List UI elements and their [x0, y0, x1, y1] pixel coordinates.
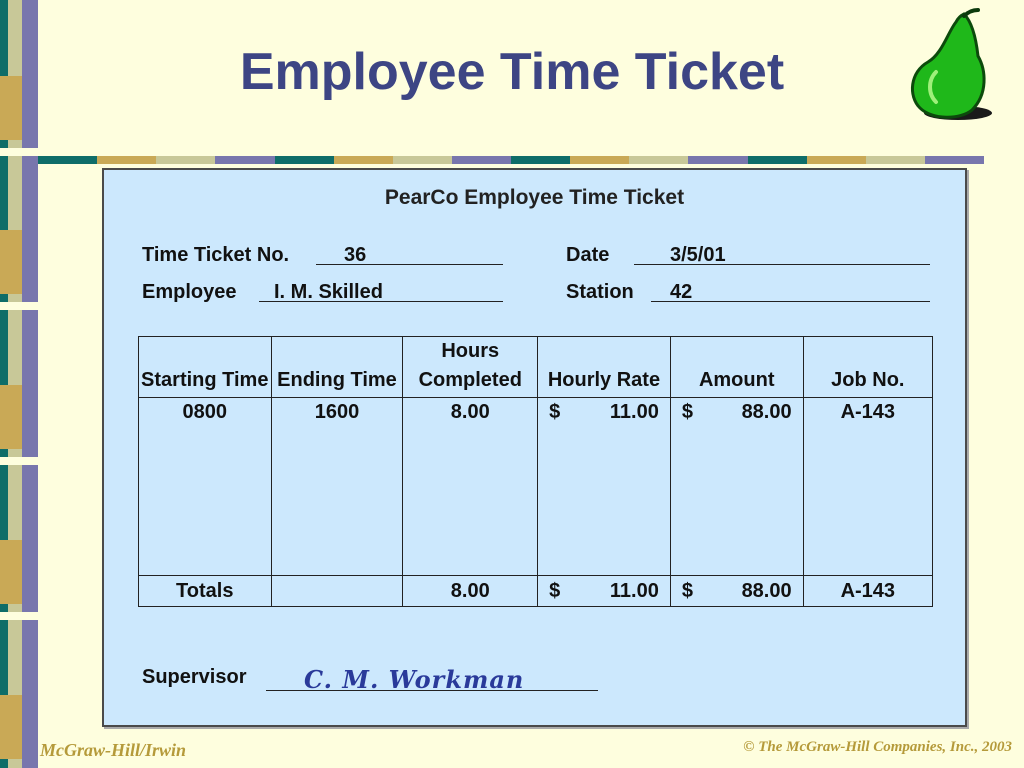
column-header: Hours Completed	[403, 337, 538, 398]
totals-row	[139, 576, 933, 607]
currency-symbol: $	[549, 401, 561, 423]
amount-cell	[670, 398, 803, 576]
rate-value: 11.00	[609, 401, 659, 423]
station-value: 42	[670, 281, 693, 303]
currency-symbol: $	[681, 579, 693, 602]
time-ticket-form	[102, 168, 967, 727]
slide-title: Employee Time Ticket	[239, 43, 785, 101]
totals-end-cell	[271, 576, 403, 607]
totals-rate-value: 11.00	[609, 579, 659, 602]
table-header-row	[139, 337, 933, 398]
totals-amount-value: 88.00	[741, 579, 792, 602]
column-header: Job No.	[803, 337, 932, 398]
employee-value: I. M. Skilled	[274, 281, 383, 303]
employee-label: Employee	[142, 281, 237, 303]
column-header: Hourly Rate	[538, 337, 671, 398]
job-number-cell: A-143	[803, 398, 932, 576]
amount-value: 88.00	[741, 401, 792, 423]
ticket-heading: PearCo Employee Time Ticket	[384, 186, 685, 209]
column-header: Starting Time	[139, 337, 272, 398]
currency-symbol: $	[549, 579, 561, 602]
rate-cell	[538, 398, 671, 576]
supervisor-label: Supervisor	[142, 666, 247, 688]
end-time-cell: 1600	[271, 398, 403, 576]
currency-symbol: $	[681, 401, 693, 423]
start-time-cell: 0800	[139, 398, 272, 576]
column-header: Ending Time	[271, 337, 403, 398]
station-line	[651, 301, 930, 302]
ticket-number-value: 36	[344, 244, 367, 266]
date-label: Date	[566, 244, 610, 266]
totals-rate-cell	[538, 576, 671, 607]
pear-logo-icon	[906, 8, 996, 126]
hours-cell: 8.00	[403, 398, 538, 576]
column-header: Amount	[670, 337, 803, 398]
time-ticket-table	[138, 336, 933, 607]
decorative-band	[38, 156, 984, 164]
ticket-number-label: Time Ticket No.	[142, 244, 290, 266]
left-decorative-stripe	[0, 0, 38, 768]
totals-amount-cell	[670, 576, 803, 607]
date-value: 3/5/01	[670, 244, 726, 266]
station-label: Station	[566, 281, 634, 303]
totals-label: Totals	[139, 576, 272, 607]
footer-copyright: © The McGraw-Hill Companies, Inc., 2003	[743, 739, 1012, 755]
table-row	[139, 398, 933, 576]
supervisor-signature: C. M. Workman	[304, 665, 525, 694]
totals-job-cell: A-143	[803, 576, 932, 607]
totals-hours-cell: 8.00	[403, 576, 538, 607]
footer-publisher: McGraw-Hill/Irwin	[40, 740, 187, 760]
